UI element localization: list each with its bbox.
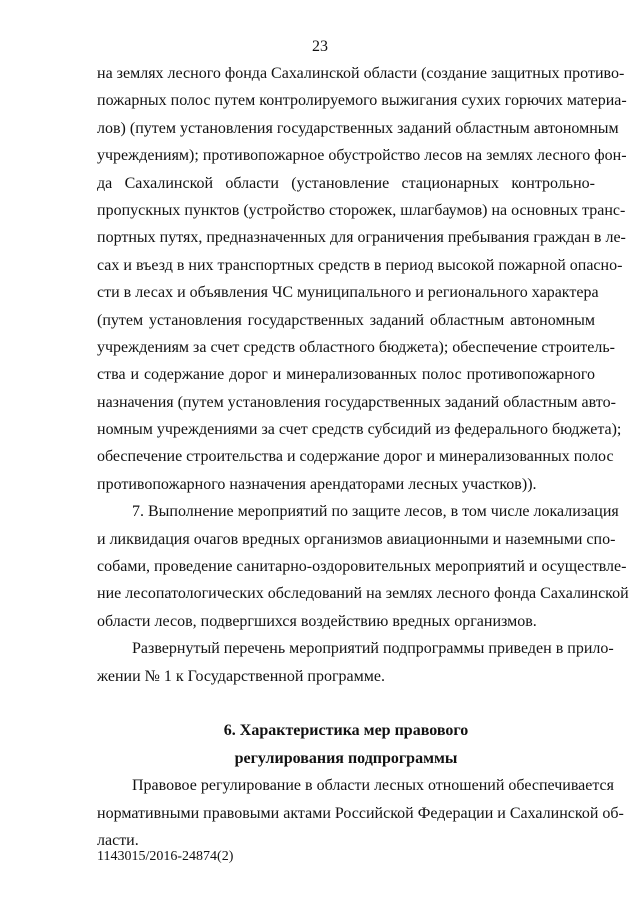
text-line: противопожарного назначения арендаторами лесных участков)). [97, 475, 537, 493]
text-line: да Сахалинской области (установление стационарных контрольно- [97, 174, 595, 192]
text-line: жении № 1 к Государственной программе. [97, 667, 385, 685]
text-line: ласти. [97, 831, 139, 849]
text-line: сти в лесах и объявления ЧС муниципального и регионального характера [97, 284, 599, 302]
text-line: ние лесопатологических обследований на землях лесного фонда Сахалинской [97, 585, 629, 603]
text-line: и ликвидация очагов вредных организмов авиационными и наземными спо- [97, 530, 616, 548]
text-line: ства и содержание дорог и минерализованных полос противопожарного [97, 366, 595, 384]
text-line: на землях лесного фонда Сахалинской области (создание защитных противо- [97, 65, 625, 82]
text-line: области лесов, подвергшихся воздействию вредных организмов. [97, 612, 537, 630]
text-line: Развернутый перечень мероприятий подпрограммы приведен в прило- [132, 640, 614, 658]
text-line: учреждениям); противопожарное обустройство лесов на землях лесного фон- [97, 147, 627, 165]
text-line: портных путях, предназначенных для ограничения пребывания граждан в ле- [97, 229, 626, 247]
text-line: номным учреждениями за счет средств субсидий из федерального бюджета); [97, 421, 622, 439]
section-heading: 6. Характеристика мер правового [223, 722, 469, 740]
text-line: назначения (путем установления государственных заданий областным авто- [97, 393, 616, 411]
text-line: обеспечение строительства и содержание дорог и минерализованных полос [97, 448, 614, 466]
blank-line [97, 690, 595, 717]
footer-document-code: 1143015/2016-24874(2) [97, 849, 234, 864]
text-line: нормативными правовыми актами Российской Федерации и Сахалинской об- [97, 804, 624, 822]
text-line: сах и въезд в них транспортных средств в период высокой пожарной опасно- [97, 256, 623, 274]
text-line: Правовое регулирование в области лесных отношений обеспечивается [132, 777, 615, 795]
text-line: (путем установления государственных заданий областным автономным [97, 311, 595, 329]
text-line: пропускных пунктов (устройство сторожек, шлагбаумов) на основных транс- [97, 201, 626, 219]
body-text [97, 60, 629, 854]
text-line: пожарных полос путем контролируемого выжигания сухих горючих материа- [97, 92, 627, 110]
text-line: учреждениям за счет средств областного бюджета); обеспечение строитель- [97, 338, 615, 356]
page-number: 23 [312, 38, 328, 55]
text-line: 7. Выполнение мероприятий по защите лесов, в том числе локализация [132, 503, 619, 521]
text-line: собами, проведение санитарно-оздоровительных мероприятий и осуществле- [97, 558, 627, 576]
text-line: лов) (путем установления государственных заданий областным автономным [97, 119, 619, 137]
section-heading: регулирования подпрограммы [234, 749, 458, 767]
